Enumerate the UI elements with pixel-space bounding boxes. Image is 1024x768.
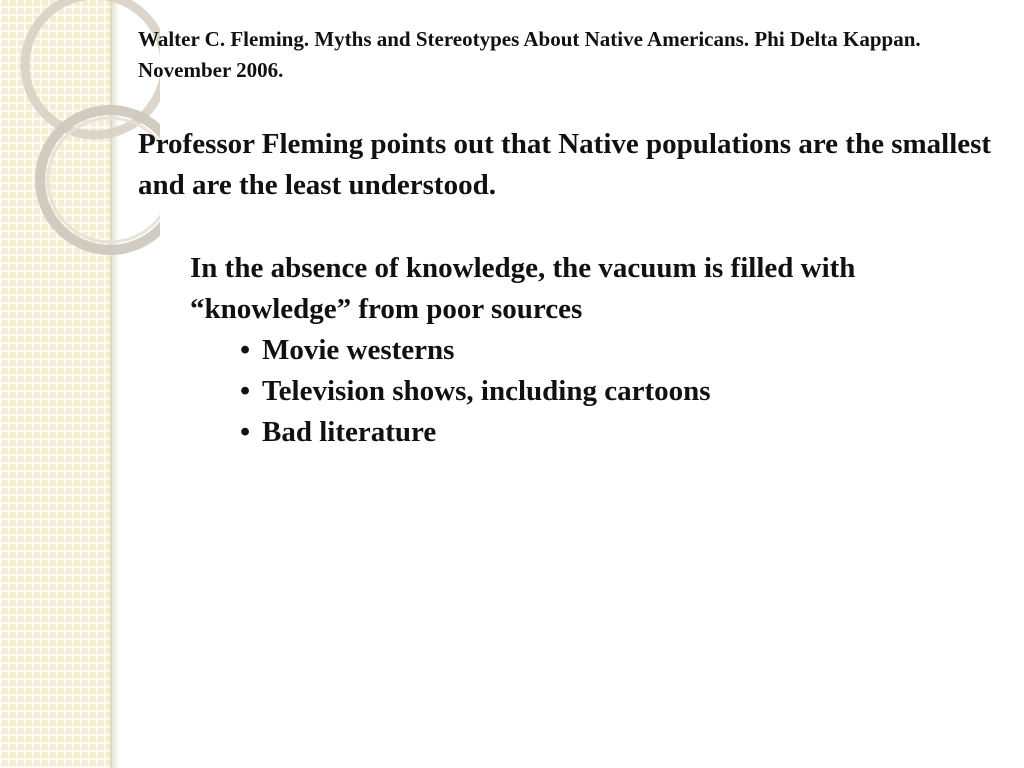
bullet-item-movie-westerns [240,330,970,371]
sources-bullet-list [190,330,970,453]
main-point-text: Professor Fleming points out that Native populations are the smallest and are the least understood. [138,128,992,201]
bullet-icon: • [240,416,251,448]
citation-text: Walter C. Fleming. Myths and Stereotypes About Native Americans. Phi Delta Kappan. November 2006. [138,27,921,82]
bullet-text: Movie westerns [262,334,455,366]
bullet-item-bad-literature [240,412,970,453]
bullet-icon: • [240,334,251,366]
bullet-text: Bad literature [262,416,437,448]
sub-point-intro: In the absence of knowledge, the vacuum is filled with “knowledge” from poor sources [190,252,856,325]
decorative-rings-icon [0,0,160,260]
sub-point-block [190,248,970,453]
bullet-text: Television shows, including cartoons [262,375,711,407]
bullet-icon: • [240,375,251,407]
bullet-item-television-shows [240,371,970,412]
